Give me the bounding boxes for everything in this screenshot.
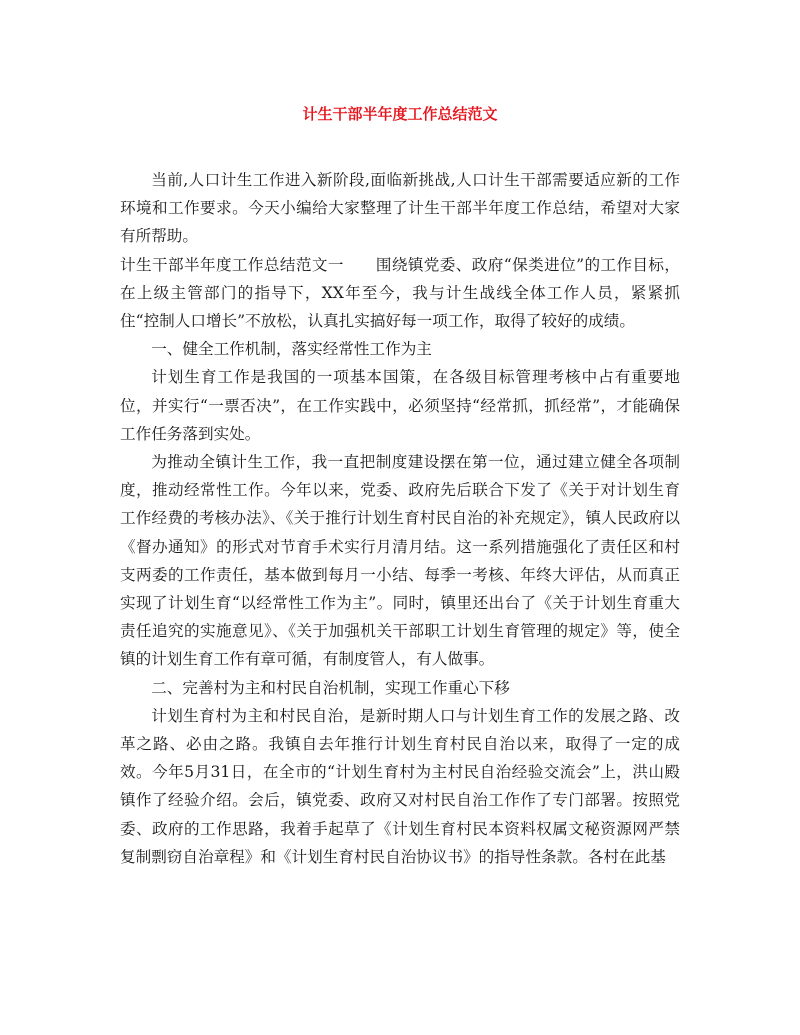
body-paragraph: 为推动全镇计生工作，我一直把制度建设摆在第一位，通过建立健全各项制度，推动经常性工作。今年以来，党委、政府先后联合下发了《关于对计划生育工作经费的考核办法》、《关于推行计划生育村民自治的补充规定》，镇人民政府以《督办通知》的形式对节育手术实行月清月结。这一系列措施强化了责任区和村支两委的工作责任，基本做到每月一小结、每季一考核、年终大评估，从而真正实现了计划生育“以经常性工作为主”。同时，镇里还出台了《关于计划生育重大责任追究的实施意见》、《关于加强机关干部职工计划生育管理的规定》等，使全镇的计划生育工作有章可循，有制度管人，有人做事。 bbox=[120, 453, 680, 669]
section-heading: 一、健全工作机制，落实经常性工作为主 bbox=[151, 340, 432, 359]
section-heading: 二、完善村为主和村民自治机制，实现工作重心下移 bbox=[151, 678, 510, 697]
body-paragraph: 计划生育工作是我国的一项基本国策，在各级目标管理考核中占有重要地位，并实行“一票否决”，在工作实践中，必须坚持“经常抓，抓经常”，才能确保工作任务落到实处。 bbox=[120, 368, 680, 443]
body-paragraph: 当前,人口计生工作进入新阶段,面临新挑战,人口计生干部需要适应新的工作环境和工作要求。今天小编给大家整理了计生干部半年度工作总结，希望对大家有所帮助。 bbox=[120, 171, 680, 246]
body-paragraph: 计划生育村为主和村民自治，是新时期人口与计划生育工作的发展之路、改革之路、必由之路。我镇自去年推行计划生育村民自治以来，取得了一定的成效。今年5月31日，在全市的“计划生育村为主村民自治经验交流会”上，洪山殿镇作了经验介绍。会后，镇党委、政府又对村民自治工作作了专门部署。按照党委、政府的工作思路，我着手起草了《计划生育村民本资料权属文秘资源网严禁复制剽窃自治章程》和《计划生育村民自治协议书》的指导性条款。各村在此基 bbox=[120, 706, 680, 866]
document-title: 计生干部半年度工作总结范文 bbox=[302, 105, 498, 123]
document-body bbox=[120, 166, 680, 871]
body-paragraph: 计生干部半年度工作总结范文一 围绕镇党委、政府“保类进位”的工作目标，在上级主管部门的指导下，XX年至今，我与计生战线全体工作人员，紧紧抓住“控制人口增长”不放松，认真扎实搞好每一项工作，取得了较好的成绩。 bbox=[120, 255, 680, 331]
